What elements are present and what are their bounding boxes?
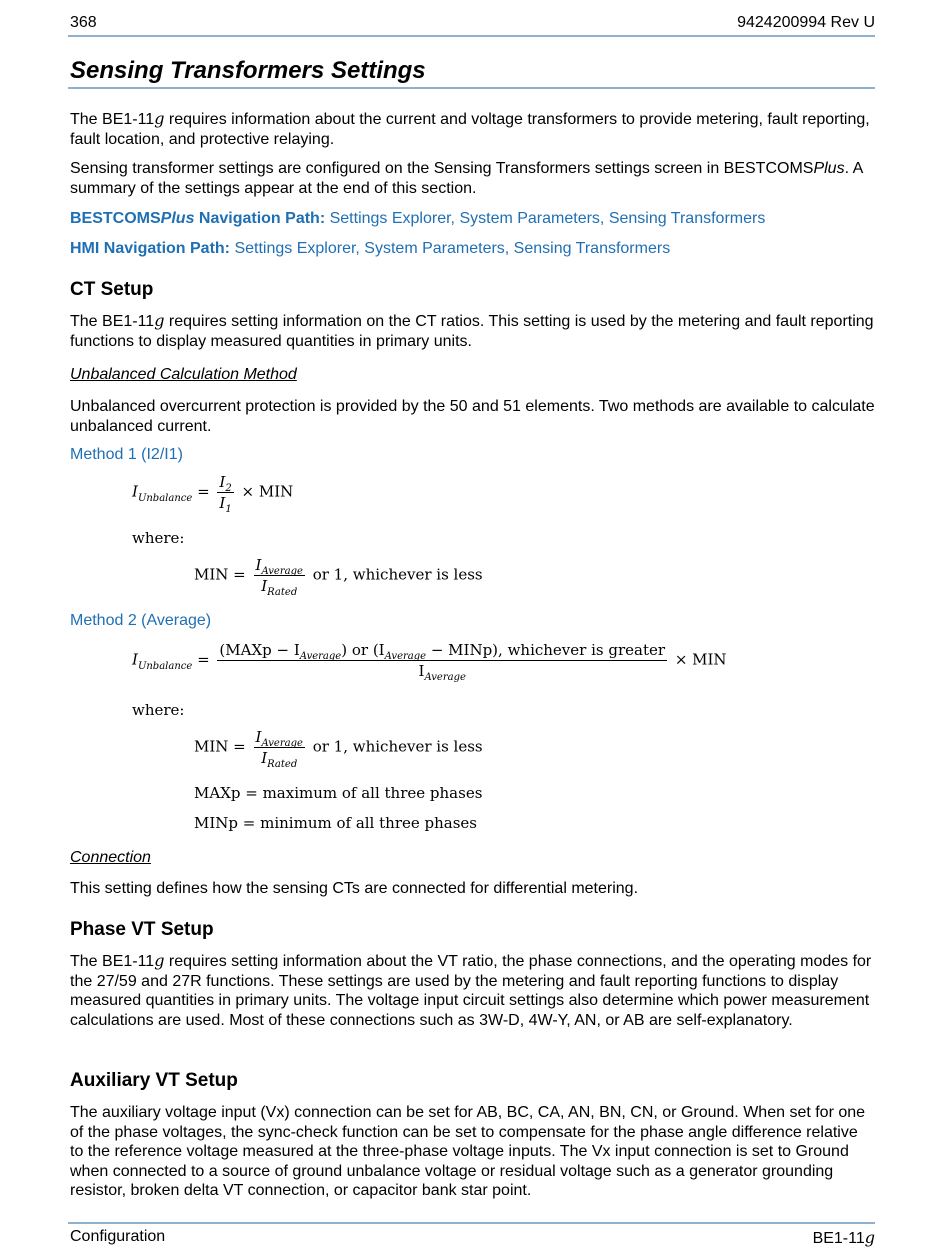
where-label-2: where: [132,701,185,719]
min-definition-2: MIN = $\frac{I_{Average}}{I_{Rated}}$ or 1, whichever is less [194,728,483,770]
page-header [70,14,875,34]
footer-section: Configuration [70,1228,166,1245]
method-1-heading: Method 1 (I2/I1) [70,446,183,463]
bestcoms-navigation-path: BESTCOMSPlus Navigation Path: Settings Explorer, System Parameters, Sensing Transformers [70,210,766,227]
intro-paragraph-2: Sensing transformer settings are configured on the Sensing Transformers settings screen in BESTCOMSPlus. A summary of the settings appear at the end of this section. [70,160,863,197]
intro-paragraph-1: The BE1-11g requires information about the current and voltage transformers to provide metering, fault reporting, fault location, and protective relaying. [70,109,870,148]
connection-paragraph: This setting defines how the sensing CTs are connected for differential metering. [70,880,639,897]
auxiliary-vt-heading: Auxiliary VT Setup [70,1070,238,1091]
page-number: 368 [70,14,97,31]
ct-setup-paragraph: The BE1-11g requires setting information on the CT ratios. This setting is used by the metering and fault reporting functions to display measured quantities in primary units. [70,311,874,350]
minp-definition: MINp = minimum of all three phases [194,814,477,832]
connection-heading: Connection [70,849,151,866]
phase-vt-paragraph: The BE1-11g requires setting information about the VT ratio, the phase connections, and the operating modes for the 27/59 and 27R functions. These settings are used by the metering and fault reporting functions to display measured quantities in primary units. The voltage input circuit settings also determine which power measurement calculations are used. Most of these connections such as 3W-D, 4W-Y, AN, or AB are self-explanatory. [70,951,872,1029]
method-1-equation: $I_{Unbalance}$ = $\frac{I_2}{I_1}$ × MIN [132,473,294,515]
method-2-equation: $I_{Unbalance}$ = $\frac{(MAXp - I_{Average}) or (I_{Average} - MINp), whichever is greater}{I_{Average}}$ × MIN [132,641,727,683]
unbalanced-paragraph: Unbalanced overcurrent protection is provided by the 50 and 51 elements. Two methods are available to calculate unbalanced current. [70,398,875,435]
ct-setup-heading: CT Setup [70,279,154,300]
footer-rule [68,1222,875,1224]
auxiliary-vt-paragraph: The auxiliary voltage input (Vx) connection can be set for AB, BC, CA, AN, BN, CN, or Ground. When set for one of the phase voltages, the sync-check function can be set to compensate for the phase angle difference relative to the reference voltage measured at the three-phase voltage inputs. The Vx input connection is set to Ground when connected to a source of ground unbalance voltage or residual voltage such as a generator grounding resistor, broken delta VT connection, or capacitor bank star point. [70,1104,866,1200]
hmi-navigation-path: HMI Navigation Path: Settings Explorer, System Parameters, Sensing Transformers [70,240,671,257]
method-2-heading: Method 2 (Average) [70,612,212,629]
maxp-definition: MAXp = maximum of all three phases [194,784,483,802]
header-rule [68,35,875,37]
document-page [70,0,875,1260]
page-footer [70,1228,875,1248]
title-rule [68,87,875,89]
unbalanced-calculation-heading: Unbalanced Calculation Method [70,366,297,383]
document-id: 9424200994 Rev U [737,14,875,31]
where-label-1: where: [132,529,185,547]
min-definition-1: MIN = $\frac{I_{Average}}{I_{Rated}}$ or 1, whichever is less [194,556,483,598]
phase-vt-heading: Phase VT Setup [70,919,214,940]
footer-product: BE1-11g [812,1228,875,1247]
page-title: Sensing Transformers Settings [70,57,426,84]
